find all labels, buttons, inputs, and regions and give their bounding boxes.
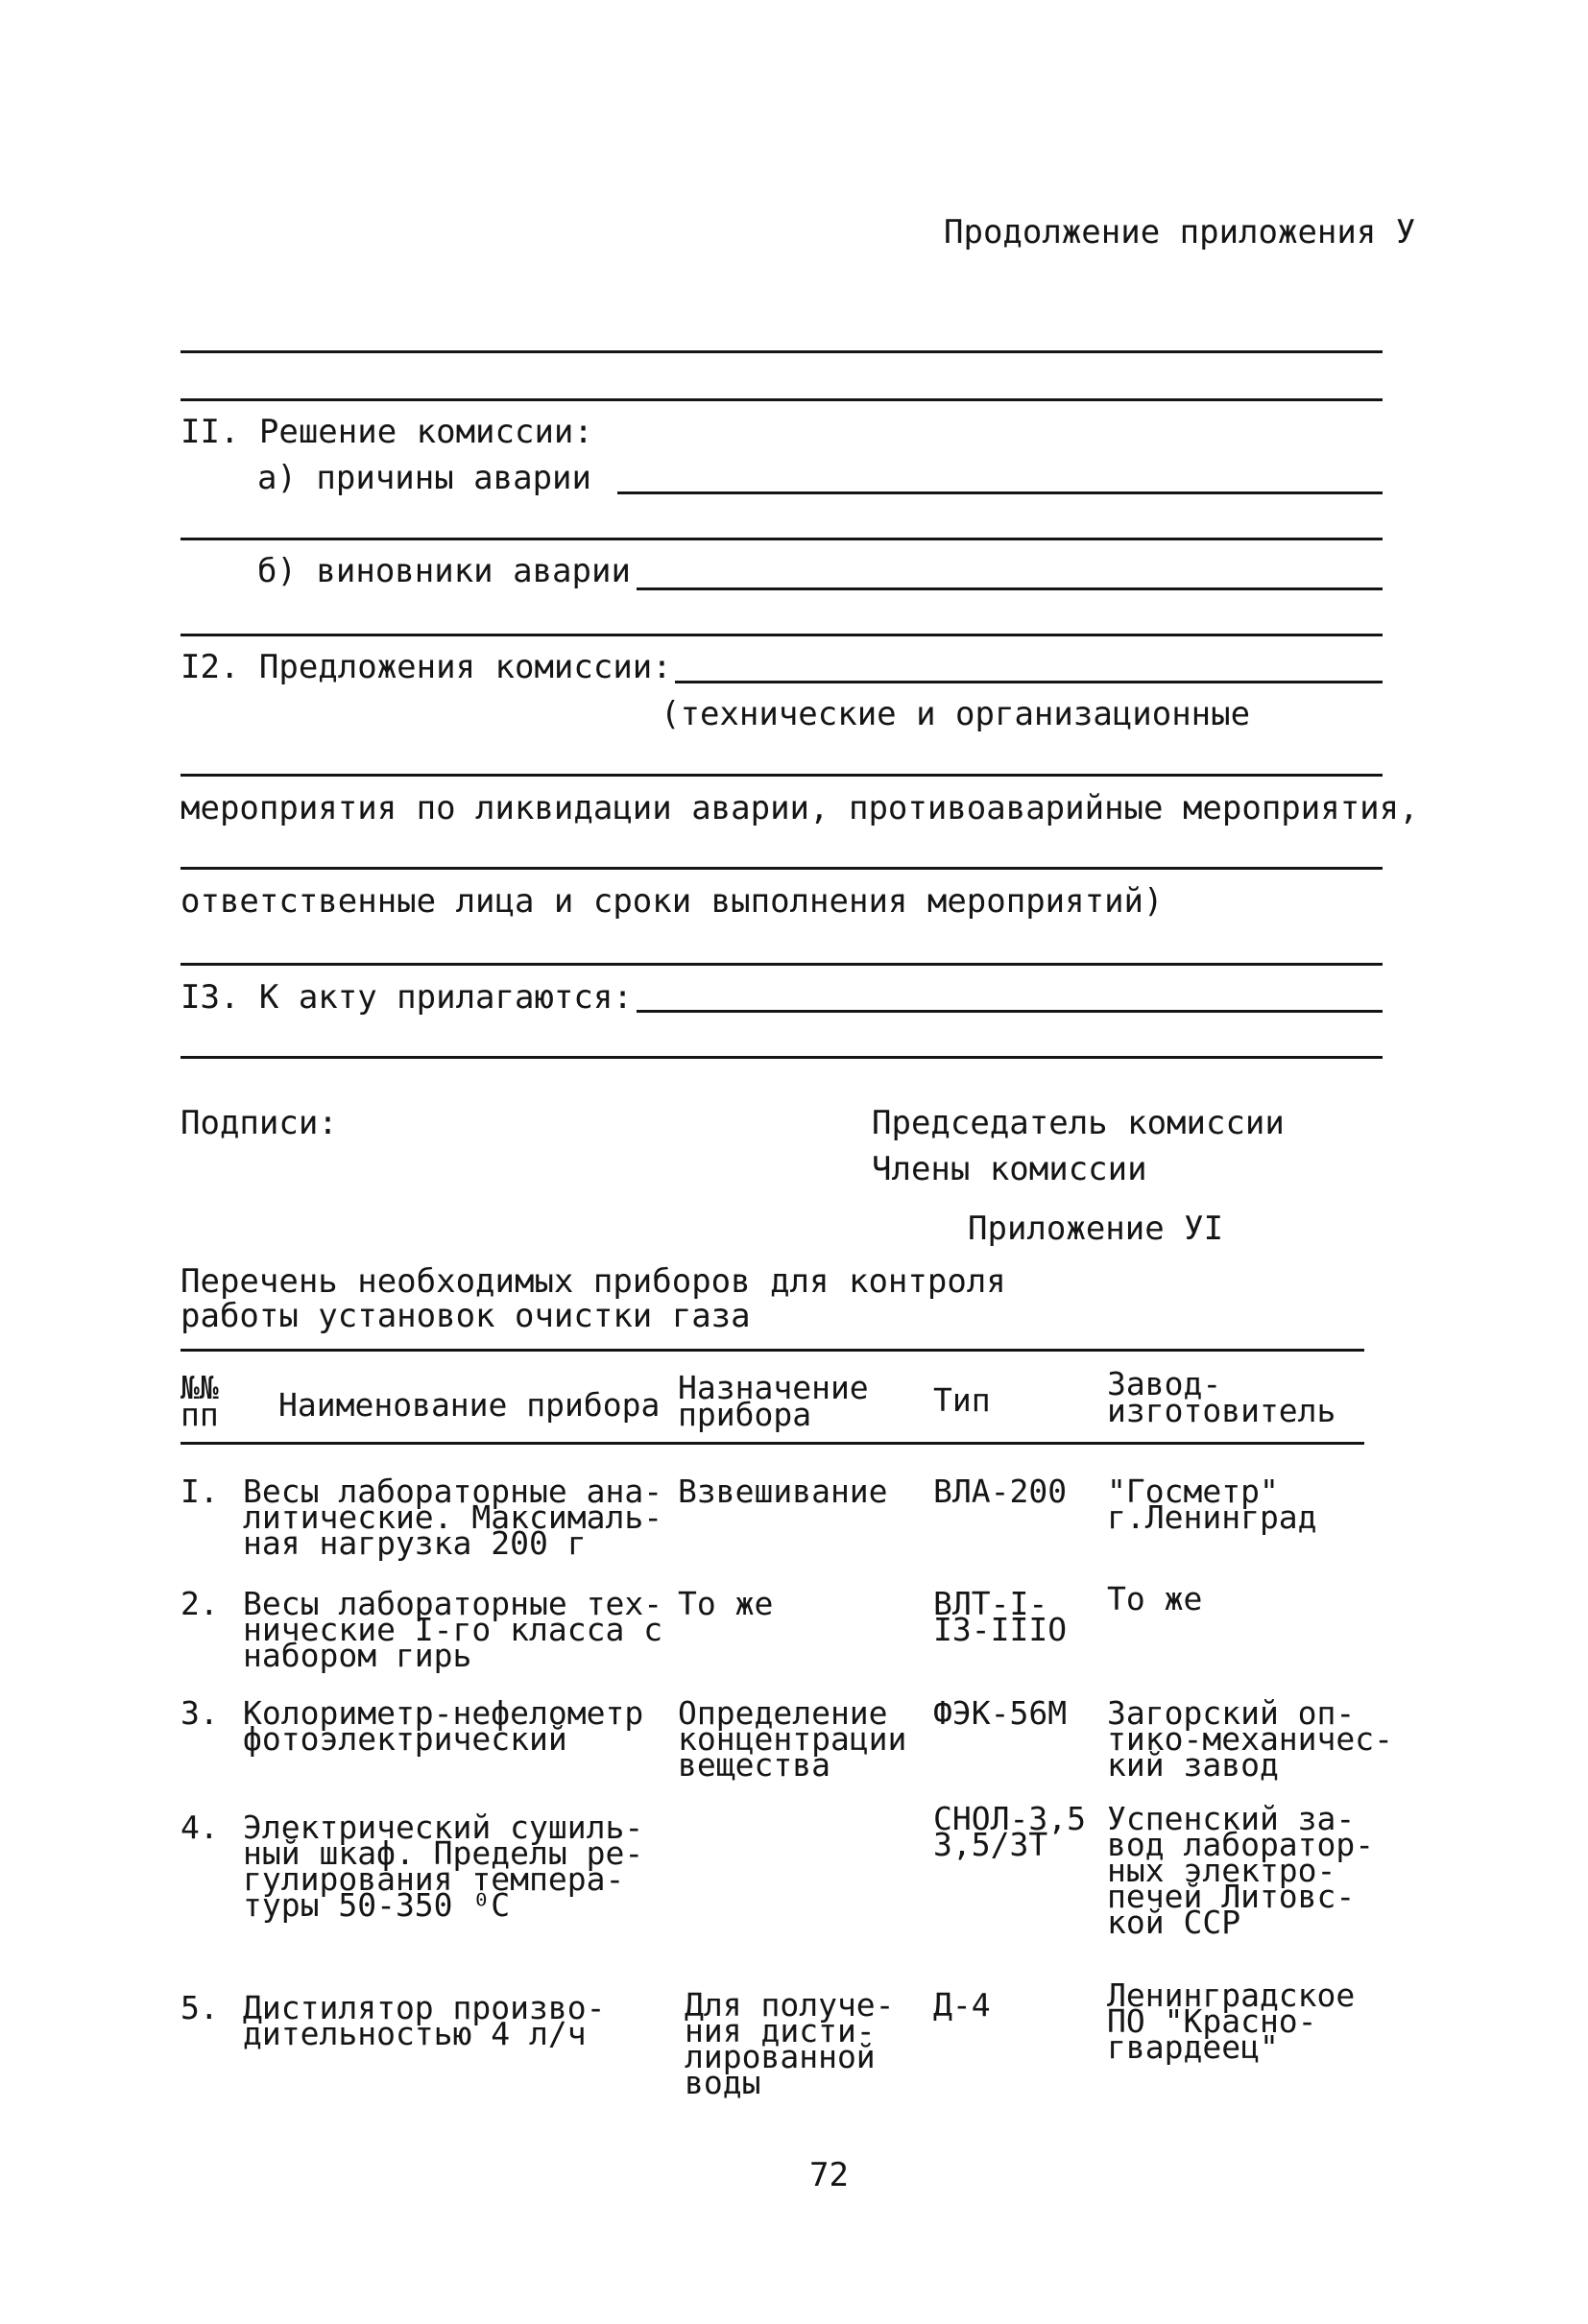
cell-maker: Успенский за- вод лаборатор- ных электро- печей Литовс- кой ССР: [1107, 1800, 1375, 1941]
header-type: Тип: [933, 1381, 991, 1419]
appendix-caption: Перечень необходимых приборов для контроля работы установок очистки газа: [180, 1262, 1006, 1335]
cell-name: Колориметр-нефелометр фотоэлектрический: [243, 1694, 644, 1758]
item-13-title: I3. К акту прилагаются:: [180, 978, 633, 1017]
cell-type: ВЛТ-I- I3-IIIO: [933, 1585, 1068, 1648]
continuation-header: Продолжение приложения У: [944, 213, 1416, 252]
item-11-a-label: а) причины аварии: [257, 459, 591, 497]
cell-name: Дистилятор произво- дительностью 4 л/ч: [243, 1989, 606, 2052]
cell-name: Весы лабораторные ана- литические. Максималь- ная нагрузка 200 г: [243, 1473, 663, 1562]
cell-maker: То же: [1107, 1580, 1203, 1617]
appendix-title: Приложение УI: [968, 1210, 1224, 1248]
signatures-label: Подписи:: [180, 1104, 338, 1142]
table-top-rule: [180, 1349, 1364, 1352]
fill-line-13: [637, 1010, 1383, 1013]
cell-type: ВЛА-200: [933, 1473, 1068, 1510]
blank-line: [180, 963, 1383, 966]
cell-name: Электрический сушиль- ный шкаф. Пределы ре- гулирования темпера- туры 50-350 ⁰С: [243, 1809, 644, 1924]
cell-num: 4.: [180, 1809, 219, 1846]
header-num: №№ пп: [180, 1369, 219, 1433]
cell-num: 5.: [180, 1989, 219, 2026]
blank-line: [180, 1056, 1383, 1059]
cell-num: 3.: [180, 1694, 219, 1732]
blank-line: [180, 774, 1383, 777]
blank-line: [180, 538, 1383, 540]
cell-type: Д-4: [933, 1986, 991, 2024]
cell-maker: "Госметр" г.Ленинград: [1107, 1473, 1317, 1536]
header-name: Наименование прибора: [278, 1386, 661, 1424]
fill-line-a: [617, 491, 1383, 494]
cell-purpose: Определение концентрации вещества: [678, 1694, 907, 1784]
fill-line-12: [675, 681, 1383, 683]
blank-line: [180, 350, 1383, 353]
cell-purpose: Взвешивание: [678, 1473, 888, 1510]
item-12-hint-3: ответственные лица и сроки выполнения мероприятий): [180, 882, 1164, 921]
header-maker: Завод- изготовитель: [1107, 1365, 1336, 1429]
item-12-title: I2. Предложения комиссии:: [180, 648, 672, 686]
cell-purpose: То же: [678, 1585, 774, 1622]
cell-type: ФЭК-56М: [933, 1694, 1068, 1732]
blank-line: [180, 398, 1383, 401]
item-12-hint-1: (технические и организационные: [661, 695, 1251, 733]
item-11-title: II. Решение комиссии:: [180, 413, 593, 451]
item-11-b-label: б) виновники аварии: [257, 552, 631, 590]
page-number: 72: [809, 2156, 849, 2194]
members-label: Члены комиссии: [872, 1150, 1147, 1188]
cell-num: 2.: [180, 1585, 219, 1622]
blank-line: [180, 634, 1383, 636]
cell-maker: Ленинградское ПО "Красно- гвардеец": [1107, 1977, 1356, 2066]
cell-type: СНОЛ-3,5 3,5/3Т: [933, 1800, 1086, 1863]
table-header-rule: [180, 1442, 1364, 1445]
fill-line-b: [637, 587, 1383, 590]
chairman-label: Председатель комиссии: [872, 1104, 1285, 1142]
cell-num: I.: [180, 1473, 219, 1510]
header-purpose: Назначение прибора: [678, 1369, 869, 1433]
cell-maker: Загорский оп- тико-механичес- кий завод: [1107, 1694, 1394, 1784]
item-12-hint-2: мероприятия по ликвидации аварии, противоаварийные мероприятия,: [180, 789, 1419, 827]
cell-name: Весы лабораторные тех- нические I-го класса с набором гирь: [243, 1585, 663, 1674]
blank-line: [180, 867, 1383, 870]
cell-purpose: Для получе- ния дисти- лированной воды: [685, 1986, 895, 2101]
